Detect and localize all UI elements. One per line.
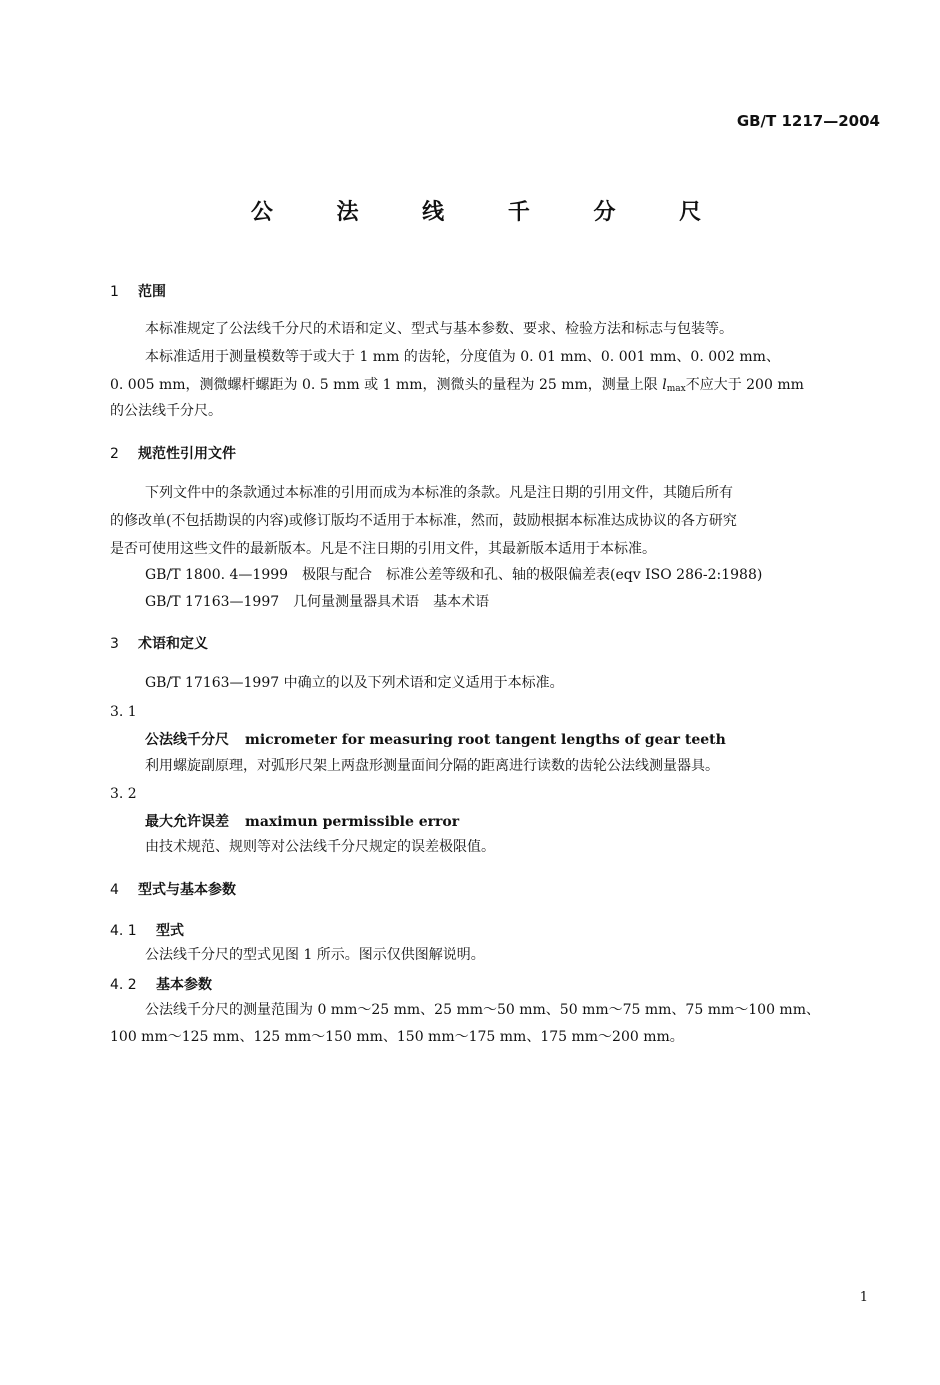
section-number: 3 — [110, 636, 119, 652]
section-title: 术语和定义 — [138, 636, 208, 652]
paragraph: 公法线千分尺的测量范围为 0 mm～25 mm、25 mm～50 mm、50 mm～75 mm、75 mm～100 mm、 — [145, 1002, 820, 1018]
paragraph: 本标准规定了公法线千分尺的术语和定义、型式与基本参数、要求、检验方法和标志与包装等。 — [145, 321, 733, 337]
paragraph: GB/T 17163—1997 中确立的以及下列术语和定义适用于本标准。 — [145, 675, 564, 691]
section-4-heading — [110, 879, 236, 899]
section-title: 型式与基本参数 — [138, 882, 236, 898]
section-2-heading — [110, 443, 236, 463]
subsection-number: 4. 1 — [110, 923, 137, 939]
document-code: GB/T 1217—2004 — [736, 112, 880, 130]
reference-item: GB/T 1800. 4—1999 极限与配合 标准公差等级和孔、轴的极限偏差表(eqv ISO 286-2:1988) — [145, 567, 763, 583]
subsection-number: 4. 2 — [110, 977, 137, 993]
symbol-l: l — [662, 377, 667, 393]
subsection-4-1-heading — [110, 920, 184, 940]
term-number: 3. 2 — [110, 786, 137, 802]
term-cn: 公法线千分尺 — [145, 732, 229, 748]
paragraph: 下列文件中的条款通过本标准的引用而成为本标准的条款。凡是注日期的引用文件，其随后所有 — [145, 485, 733, 501]
paragraph: 是否可使用这些文件的最新版本。凡是不注日期的引用文件，其最新版本适用于本标准。 — [110, 541, 656, 557]
paragraph: 的公法线千分尺。 — [110, 403, 222, 419]
term-number: 3. 1 — [110, 704, 137, 720]
section-title: 范围 — [138, 284, 166, 300]
text-run: 0. 005 mm，测微螺杆螺距为 0. 5 mm 或 1 mm，测微头的量程为 25 mm，测量上限 — [110, 377, 663, 393]
text-run: 不应大于 200 mm — [685, 377, 804, 393]
document-title: 公 法 线 千 分 尺 — [250, 200, 730, 225]
section-number: 4 — [110, 882, 119, 898]
term-en: maximun permissible error — [245, 814, 460, 830]
section-1-heading — [110, 281, 166, 301]
section-title: 规范性引用文件 — [138, 446, 236, 462]
paragraph: 公法线千分尺的型式见图 1 所示。图示仅供图解说明。 — [145, 947, 485, 963]
paragraph: 的修改单(不包括勘误的内容)或修订版均不适用于本标准，然而，鼓励根据本标准达成协议的各方研究 — [110, 513, 737, 529]
paragraph: 本标准适用于测量模数等于或大于 1 mm 的齿轮，分度值为 0. 01 mm、0. 001 mm、0. 002 mm、 — [145, 349, 780, 365]
term-definition: 由技术规范、规则等对公法线千分尺规定的误差极限值。 — [145, 839, 495, 855]
term-en: micrometer for measuring root tangent lengths of gear teeth — [245, 732, 726, 748]
subsection-title: 基本参数 — [156, 977, 212, 993]
page-number: 1 — [859, 1290, 868, 1305]
subsection-title: 型式 — [156, 923, 184, 939]
term-cn: 最大允许误差 — [145, 814, 229, 830]
subscript-max: max — [666, 384, 686, 394]
term-entry — [145, 729, 726, 749]
term-entry — [145, 811, 459, 831]
term-definition: 利用螺旋副原理，对弧形尺架上两盘形测量面间分隔的距离进行读数的齿轮公法线测量器具。 — [145, 758, 719, 774]
reference-item: GB/T 17163—1997 几何量测量器具术语 基本术语 — [145, 594, 490, 610]
paragraph: 100 mm～125 mm、125 mm～150 mm、150 mm～175 mm、175 mm～200 mm。 — [110, 1029, 684, 1045]
section-number: 2 — [110, 446, 119, 462]
subsection-4-2-heading — [110, 974, 212, 994]
section-3-heading — [110, 633, 208, 653]
section-number: 1 — [110, 284, 119, 300]
